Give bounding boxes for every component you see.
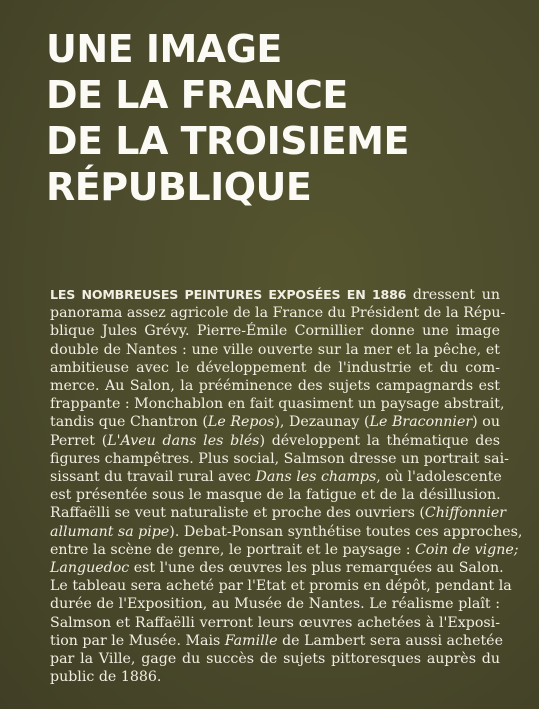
body-text-segment: , où l'adolescente: [376, 469, 502, 486]
artwork-title: L'Aveu dans les blés: [107, 432, 260, 449]
body-text-segment: figures champêtres. Plus social, Salmson dresse un portrait sai-: [50, 450, 509, 467]
artwork-title: allumant sa pipe: [50, 523, 170, 540]
body-text-segment: panorama assez agricole de la France du Président de la Répu-: [50, 305, 506, 322]
body-line: [50, 377, 500, 395]
body-line: [50, 486, 500, 504]
body-text-segment: Raffaëlli se veut naturaliste et proche des ouvriers (: [50, 505, 425, 522]
body-text-segment: est présentée sous le masque de la fatigue et de la désillusion.: [50, 487, 501, 504]
body-text-segment: blique Jules Grévy. Pierre-Émile Cornillier donne une image: [50, 323, 500, 340]
body-text-segment: tion par le Musée. Mais: [50, 632, 225, 649]
body-text-segment: public de 1886.: [50, 669, 162, 686]
title-line: DE LA FRANCE: [46, 73, 348, 117]
body-line: [50, 650, 500, 668]
body-line: [50, 286, 500, 304]
body-line: [50, 432, 500, 450]
body-text-segment: ambitieuse avec le développement de l'industrie et du com-: [50, 359, 500, 376]
body-text-segment: est l'une des œuvres les plus remarquées au Salon.: [129, 560, 504, 577]
body-text-segment: ) développent la thématique des: [259, 432, 501, 449]
body-text-segment: ). Debat-Ponsan synthétise toutes ces approches,: [169, 523, 523, 540]
body-text-segment: durée de l'Exposition, au Musée de Nantes. Le réalisme plaît :: [50, 596, 500, 613]
body-text-segment: ), Dezaunay (: [274, 414, 370, 431]
artwork-title: Le Braconnier: [369, 414, 473, 431]
body-line: [50, 395, 505, 413]
body-line: [50, 559, 504, 577]
body-text-segment: merce. Au Salon, la prééminence des sujets campagnards est: [50, 378, 500, 395]
body-line: [50, 322, 500, 340]
body-text-segment: Le tableau sera acheté par l'Etat et promis en dépôt, pendant la: [50, 578, 512, 595]
body-line: [50, 468, 500, 486]
body-text-segment: dressent un: [406, 287, 500, 303]
title-line: RÉPUBLIQUE: [46, 165, 312, 209]
artwork-title: Famille: [224, 632, 278, 649]
artwork-title: Coin de vigne;: [415, 541, 519, 558]
body-text-segment: frappante : Monchablon en fait quasiment un paysage abstrait,: [50, 396, 505, 413]
body-line: [50, 359, 500, 377]
body-text-segment: ) ou: [472, 414, 500, 431]
body-line: [50, 504, 507, 522]
body-line: [50, 614, 500, 632]
body-line: [50, 341, 500, 359]
body-line: [50, 577, 512, 595]
artwork-title: Chiffonnier: [424, 505, 507, 522]
artwork-title: Dans les champs: [255, 469, 377, 486]
body-line: [50, 541, 519, 559]
artwork-title: Languedoc: [50, 560, 130, 577]
panel-body-text: [50, 286, 523, 686]
body-line: [50, 450, 509, 468]
body-text-segment: entre la scène de genre, le portrait et le paysage :: [50, 541, 416, 558]
body-line: [50, 595, 500, 613]
body-line: [50, 668, 500, 686]
body-text-segment: de Lambert sera aussi achetée: [277, 632, 503, 649]
title-line: DE LA TROISIEME: [46, 119, 409, 163]
body-line: [50, 523, 523, 541]
title-line: UNE IMAGE: [46, 27, 282, 71]
body-text-segment: Salmson et Raffaëlli verront leurs œuvres achetées à l'Exposi-: [50, 614, 500, 631]
body-text-segment: double de Nantes : une ville ouverte sur la mer et la pêche, et: [50, 341, 500, 358]
body-line: [50, 304, 506, 322]
panel-title: [46, 26, 409, 210]
lead-in-text: LES NOMBREUSES PEINTURES EXPOSÉES EN 1886: [50, 287, 407, 302]
body-line: [50, 632, 503, 650]
body-text-segment: par la Ville, gage du succès de sujets pittoresques auprès du: [50, 651, 500, 668]
body-line: [50, 413, 500, 431]
body-text-segment: Perret (: [50, 432, 108, 449]
artwork-title: Le Repos: [207, 414, 275, 431]
body-text-segment: tandis que Chantron (: [50, 414, 208, 431]
body-text-segment: sissant du travail rural avec: [50, 469, 256, 486]
